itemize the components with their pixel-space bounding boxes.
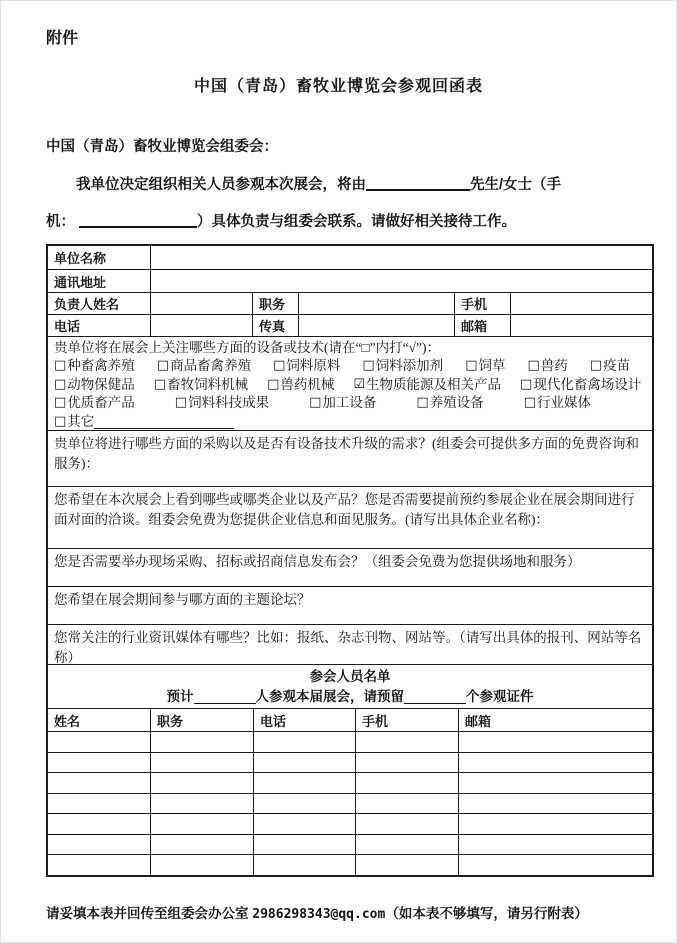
checkbox-item[interactable]: [273, 357, 340, 375]
participant-cell[interactable]: [355, 835, 458, 855]
checkbox-icon[interactable]: □: [174, 395, 188, 411]
mobile-input[interactable]: [510, 293, 652, 314]
participant-row: [48, 813, 652, 834]
participant-cell[interactable]: [355, 794, 458, 814]
participant-cell[interactable]: [150, 814, 253, 834]
participant-col-mobile: 手机: [355, 709, 458, 731]
checkbox-icon[interactable]: □: [309, 395, 322, 411]
checkbox-item[interactable]: [154, 376, 248, 394]
estimate-post-text: 个参观证件: [466, 689, 534, 704]
checkbox-label: 动物保健品: [67, 376, 135, 392]
checkbox-item[interactable]: [54, 357, 135, 375]
checkbox-icon[interactable]: □: [589, 358, 603, 374]
mobile-label: 手机: [454, 293, 510, 314]
participant-cell[interactable]: [458, 773, 652, 793]
checkbox-label: 种畜禽养殖: [67, 358, 135, 374]
checkbox-item[interactable]: [416, 394, 483, 412]
checkbox-label: 饲料原料: [286, 358, 341, 374]
checkbox-label: 商品畜禽养殖: [170, 358, 252, 374]
fax-input[interactable]: [298, 315, 454, 336]
checkbox-row: [54, 376, 646, 394]
participant-cell[interactable]: [150, 794, 253, 814]
checkbox-icon[interactable]: □: [153, 376, 167, 392]
intro-line-1: [46, 173, 652, 194]
footer-note: [46, 902, 652, 922]
checkbox-icon[interactable]: □: [465, 358, 478, 374]
participant-cell[interactable]: [48, 794, 150, 814]
document-title: 中国（青岛）畜牧业博览会参观回函表: [193, 78, 483, 95]
checkbox-icon[interactable]: □: [273, 358, 286, 374]
estimate-mid-text: 人参观本届展会，请预留: [255, 689, 404, 704]
intro-line-1-tail: 先生/女士（手: [470, 177, 562, 193]
checkbox-row: [54, 357, 646, 375]
other-blank[interactable]: [94, 415, 234, 429]
checkbox-label: 优质畜产品: [67, 395, 135, 411]
participant-cell[interactable]: [253, 835, 355, 855]
checkbox-item[interactable]: [524, 394, 591, 412]
email-input[interactable]: [510, 315, 652, 336]
participant-cell[interactable]: [48, 855, 150, 875]
participants-estimate-line: [54, 687, 646, 707]
checkbox-item[interactable]: [465, 357, 505, 375]
participant-row: [48, 772, 652, 793]
intro-line-2-text: 机：: [46, 214, 75, 230]
participant-cell[interactable]: [253, 753, 355, 773]
email-label: 邮箱: [454, 315, 510, 336]
question-press-conference: 您是否需要举办现场采购、招标或招商信息发布会？（组委会免费为您提供场地和服务）: [48, 548, 652, 586]
checkbox-icon[interactable]: □: [267, 376, 280, 392]
participant-row: [48, 834, 652, 855]
participant-cell[interactable]: [458, 732, 652, 752]
mobile-number-blank[interactable]: [79, 213, 197, 228]
participant-cell[interactable]: [355, 855, 458, 875]
contact-name-input[interactable]: [150, 293, 252, 314]
participant-cell[interactable]: [48, 773, 150, 793]
participant-cell[interactable]: [458, 794, 652, 814]
question-procurement: 贵单位将进行哪些方面的采购以及是否有设备技术升级的需求？(组委会可提供多方面的免费咨询和服务)：: [48, 430, 652, 486]
checkbox-icon[interactable]: □: [54, 376, 67, 392]
checkbox-item[interactable]: [267, 376, 334, 394]
footer-post-text: （如本表不够填写，请另行附表）: [385, 905, 588, 921]
participants-title: 参会人员名单: [309, 669, 391, 684]
checkbox-label: 加工设备: [322, 395, 377, 411]
phone-label: 电话: [54, 319, 81, 334]
participants-rows: [48, 731, 652, 875]
checkbox-label: 畜牧饲料机械: [167, 376, 249, 392]
participant-row: [48, 854, 652, 875]
checkbox-item[interactable]: [54, 376, 135, 394]
contact-person-row: [48, 292, 652, 314]
checkbox-item[interactable]: [157, 357, 251, 375]
checkbox-item[interactable]: [309, 394, 376, 412]
salutation: 中国（青岛）畜牧业博览会组委会：: [46, 139, 278, 155]
checkbox-item[interactable]: [520, 376, 641, 394]
checkbox-item[interactable]: [175, 394, 269, 412]
participant-cell[interactable]: [150, 855, 253, 875]
checkbox-icon[interactable]: □: [362, 358, 375, 374]
intro-line-2: [46, 210, 652, 231]
checkbox-icon[interactable]: □: [523, 395, 536, 411]
participant-col-email: 邮箱: [458, 709, 652, 731]
participant-cell[interactable]: [253, 773, 355, 793]
participant-cell[interactable]: [458, 855, 652, 875]
participant-cell[interactable]: [458, 814, 652, 834]
checkbox-label: 疫苗: [603, 358, 631, 374]
footer-pre-text: 请妥填本表并回传至组委会办公室: [46, 905, 253, 921]
participant-cell[interactable]: [48, 753, 150, 773]
unit-name-row: [48, 246, 652, 269]
participant-cell[interactable]: [458, 835, 652, 855]
participants-header-row: [48, 708, 652, 731]
position-input[interactable]: [298, 293, 454, 314]
checkbox-label: 饲草: [478, 358, 506, 374]
estimate-people-blank[interactable]: [194, 690, 256, 704]
participant-row: [48, 793, 652, 814]
checkbox-icon[interactable]: □: [54, 358, 67, 374]
participant-cell[interactable]: [48, 732, 150, 752]
participant-cell[interactable]: [253, 732, 355, 752]
estimate-pre-text: 预计: [166, 689, 194, 704]
checkbox-label: 养殖设备: [429, 395, 484, 411]
checkbox-icon[interactable]: □: [416, 395, 429, 411]
participant-cell[interactable]: [150, 835, 253, 855]
checkbox-row-other: [54, 413, 646, 431]
checkbox-label: 饲料科技成果: [188, 395, 270, 411]
attachment-label: 附件: [46, 30, 79, 47]
unit-name-input[interactable]: [150, 246, 652, 269]
question-companies: 您希望在本次展会上看到哪些或哪类企业以及产品？您是否需要提前预约参展企业在展会期间进行面对面的洽谈。组委会免费为您提供企业信息和面见服务。(请写出具体企业名称)：: [48, 486, 652, 548]
position-label: 职务: [252, 293, 298, 314]
participant-cell[interactable]: [150, 732, 253, 752]
checkbox-icon[interactable]: □: [54, 413, 67, 429]
participant-cell[interactable]: [253, 794, 355, 814]
contact-name-label: 负责人姓名: [54, 297, 120, 312]
checkbox-label: 行业媒体: [536, 395, 591, 411]
participant-cell[interactable]: [150, 753, 253, 773]
focus-section: [48, 336, 652, 430]
intro-line-2-tail: ）具体负责与组委会联系。请做好相关接待工作。: [197, 214, 517, 230]
participant-col-name: 姓名: [54, 713, 81, 729]
checkbox-icon[interactable]: □: [54, 395, 67, 411]
participant-cell[interactable]: [253, 855, 355, 875]
question-media: 您常关注的行业资讯媒体有哪些？比如：报纸、杂志刊物、网站等。（请写出具体的报刊、网站等名称）: [48, 624, 652, 664]
checkbox-label: 现代化畜禽场设计: [533, 376, 642, 392]
participant-col-position: 职务: [150, 709, 253, 731]
footer-email: 2986298343@qq.com: [252, 906, 386, 922]
checkbox-label: 兽药机械: [280, 376, 335, 392]
checkbox-rows: [54, 357, 646, 412]
participant-cell[interactable]: [355, 732, 458, 752]
unit-name-label: 单位名称: [54, 251, 107, 266]
participant-row: [48, 752, 652, 773]
checkbox-icon[interactable]: □: [527, 358, 540, 374]
address-input[interactable]: [150, 270, 652, 292]
participant-row: [48, 731, 652, 752]
checkbox-label: 兽药: [540, 358, 568, 374]
reply-form-table: [46, 244, 654, 877]
participant-col-phone: 电话: [253, 709, 355, 731]
participant-cell[interactable]: [150, 773, 253, 793]
checkbox-icon[interactable]: □: [520, 376, 533, 392]
intro-line-1-text: 我单位决定组织相关人员参观本次展会，将由: [76, 177, 366, 193]
checkbox-item[interactable]: [353, 376, 501, 394]
checkbox-item[interactable]: [590, 357, 630, 375]
responsible-name-blank[interactable]: [366, 176, 470, 191]
checkbox-item[interactable]: [362, 357, 443, 375]
participant-cell[interactable]: [48, 835, 150, 855]
participant-cell[interactable]: [458, 753, 652, 773]
estimate-badges-blank[interactable]: [404, 690, 466, 704]
question-forum: 您希望在展会期间参与哪方面的主题论坛？: [48, 586, 652, 624]
focus-heading: 贵单位将在展会上关注哪些方面的设备或技术(请在“□”内打“√”)：: [54, 340, 441, 355]
address-label: 通讯地址: [54, 274, 107, 290]
checkbox-label: 生物质能源及相关产品: [366, 376, 502, 392]
participants-header-section: [48, 664, 652, 708]
checkbox-label: 其它: [67, 413, 95, 429]
checkbox-icon[interactable]: □: [156, 358, 170, 374]
checkbox-row: [54, 394, 646, 412]
participant-cell[interactable]: [355, 773, 458, 793]
checkbox-item[interactable]: [527, 357, 567, 375]
participant-cell[interactable]: [253, 814, 355, 834]
checkbox-label: 饲料添加剂: [375, 358, 444, 374]
phone-row: [48, 314, 652, 336]
address-row: [48, 269, 652, 292]
participant-cell[interactable]: [48, 814, 150, 834]
participant-cell[interactable]: [355, 814, 458, 834]
checkbox-item-other[interactable]: [54, 413, 94, 431]
checkbox-item[interactable]: [54, 394, 135, 412]
phone-input[interactable]: [150, 315, 252, 336]
participant-cell[interactable]: [355, 753, 458, 773]
fax-label: 传真: [252, 315, 298, 336]
checkbox-checked-icon[interactable]: ☑: [353, 376, 366, 392]
